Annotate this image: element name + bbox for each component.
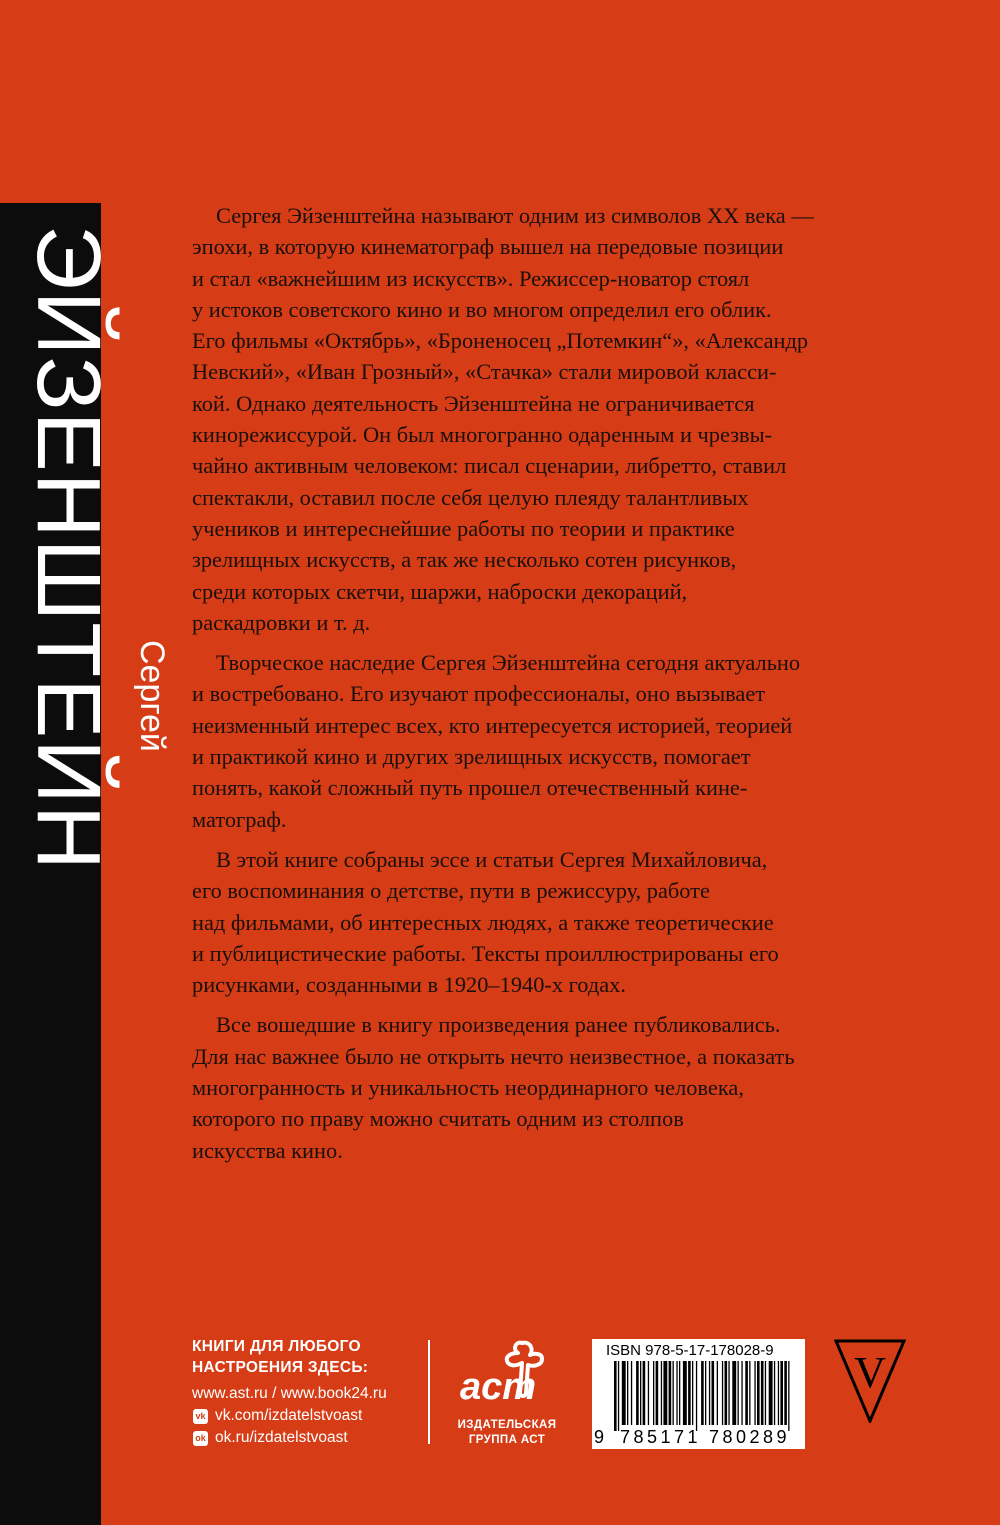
barcode-bar	[696, 1361, 697, 1431]
barcode-bar	[622, 1361, 626, 1425]
promo-websites[interactable]: www.ast.ru / www.book24.ru	[192, 1385, 387, 1402]
barcode-bar	[788, 1361, 789, 1431]
annotation-line: зрелищных искусств, а так же несколько сотен рисунков,	[192, 547, 737, 573]
barcode-bar	[725, 1361, 728, 1425]
ean-left-group: 785171	[620, 1427, 702, 1447]
barcode-bar	[732, 1361, 736, 1425]
publisher-caption-1: ИЗДАТЕЛЬСКАЯ	[457, 1419, 557, 1431]
annotation-line: кой. Однако деятельность Эйзенштейна не ограничивается	[192, 390, 755, 416]
promo-ok-link[interactable]: ok.ru/izdatelstvoast	[215, 1429, 348, 1446]
barcode-bar	[683, 1361, 687, 1425]
annotation-line: и публицистические работы. Тексты проиллюстрированы его	[192, 940, 779, 966]
barcode-box	[592, 1339, 805, 1449]
annotation-line: и стал «важнейшим из искусств». Режиссер-новатор стоял	[192, 265, 750, 291]
v-triangle-icon	[834, 1339, 906, 1423]
annotation-line: искусства кино.	[192, 1137, 343, 1163]
annotation-line: Все вошедшие в книгу произведения ранее публиковались.	[216, 1012, 781, 1038]
barcode-bar	[618, 1361, 619, 1431]
barcode-bar	[745, 1361, 748, 1425]
annotation-paragraph	[192, 844, 908, 1000]
barcode-bar	[761, 1361, 764, 1425]
annotation-paragraph	[192, 200, 908, 638]
barcode-bar	[765, 1361, 766, 1425]
vk-icon: vk	[193, 1409, 208, 1424]
spine-surname: ЭЙЗЕНШТЕЙН	[18, 225, 118, 871]
barcode-bar	[669, 1361, 672, 1425]
annotation-line: Его фильмы «Октябрь», «Броненосец „Потемкин“», «Александр	[192, 328, 809, 354]
publisher-logo-block	[446, 1335, 568, 1448]
annotation-line: многогранность и уникальность неординарного человека,	[192, 1075, 744, 1101]
barcode-bar	[757, 1361, 760, 1425]
annotation-text	[192, 200, 908, 1175]
annotation-line: учеников и интереснейшие работы по теории и практике	[192, 515, 735, 541]
publisher-caption-2: ГРУППА АСТ	[468, 1434, 546, 1446]
barcode-bar	[774, 1361, 775, 1425]
barcode-bar	[631, 1361, 632, 1425]
v-letter: V	[854, 1348, 886, 1397]
promo-vk-row[interactable]	[192, 1405, 432, 1427]
ean-barcode	[602, 1361, 796, 1431]
barcode-bar	[780, 1361, 783, 1425]
annotation-line: раскадровки и т. д.	[192, 609, 371, 635]
barcode-bar	[754, 1361, 755, 1425]
barcode-bar	[648, 1361, 649, 1425]
barcode-bar	[717, 1361, 718, 1425]
ast-logo-text: аст	[460, 1366, 537, 1408]
barcode-bar	[640, 1361, 641, 1425]
barcode-bar	[728, 1361, 729, 1425]
annotation-line: над фильмами, об интересных людях, а также теоретические	[192, 909, 774, 935]
annotation-line: эпохи, в которую кинематограф вышел на передовые позиции	[192, 234, 784, 260]
annotation-line: и практикой кино и других зрелищных искусств, помогает	[192, 744, 751, 770]
barcode-bar	[663, 1361, 667, 1425]
barcode-bar	[709, 1361, 710, 1425]
barcode-bar	[688, 1361, 691, 1425]
annotation-line: у истоков советского кино и во многом определил его облик.	[192, 296, 772, 322]
annotation-line: матограф.	[192, 806, 287, 832]
barcode-bar	[749, 1361, 750, 1425]
annotation-line: Невский», «Иван Грозный», «Стачка» стали мировой класси-	[192, 359, 777, 385]
barcode-bar	[627, 1361, 628, 1425]
annotation-line: его воспоминания о детстве, пути в режиссуру, работе	[192, 878, 710, 904]
barcode-bar	[679, 1361, 680, 1425]
annotation-line: которого по праву можно считать одним из столпов	[192, 1106, 684, 1132]
barcode-bar	[676, 1361, 677, 1425]
annotation-line: Сергея Эйзенштейна называют одним из символов XX века —	[216, 203, 814, 228]
barcode-bar	[656, 1361, 659, 1425]
ean-right-group: 780289	[709, 1427, 791, 1447]
barcode-bar	[614, 1361, 617, 1431]
barcode-bar	[769, 1361, 773, 1425]
annotation-line: кинорежиссурой. Он был многогранно одаренным и чрезвы-	[192, 422, 773, 448]
ean-first-digit: 9	[594, 1427, 605, 1447]
barcode-bar	[643, 1361, 646, 1425]
barcode-bar	[661, 1361, 662, 1425]
barcode-bar	[722, 1361, 723, 1425]
barcode-bar	[738, 1361, 739, 1425]
barcode-bar	[636, 1361, 639, 1425]
annotation-line: Творческое наследие Сергея Эйзенштейна сегодня актуально	[216, 650, 801, 676]
isbn-number: ISBN 978-5-17-178028-9	[606, 1342, 774, 1359]
promo-ok-row[interactable]	[192, 1427, 432, 1449]
annotation-paragraph	[192, 647, 908, 835]
promo-heading-1: КНИГИ ДЛЯ ЛЮБОГО	[192, 1338, 361, 1355]
barcode-bar	[673, 1361, 674, 1425]
barcode-bar	[705, 1361, 706, 1425]
annotation-line: В этой книге собраны эссе и статьи Сергея Михайловича,	[216, 846, 768, 872]
promo-divider	[428, 1340, 430, 1444]
promo-vk-link[interactable]: vk.com/izdatelstvoast	[215, 1407, 363, 1424]
promo-block	[192, 1336, 432, 1449]
annotation-line: Для нас важнее было не открыть нечто неизвестное, а показать	[192, 1043, 795, 1069]
annotation-line: среди которых скетчи, шаржи, наброски декораций,	[192, 578, 688, 604]
barcode-bar	[741, 1361, 742, 1425]
annotation-line: и востребовано. Его изучают профессионалы, оно вызывает	[192, 681, 766, 707]
annotation-line: чайно активным человеком: писал сценарии, либретто, ставил	[192, 453, 787, 479]
barcode-bar	[778, 1361, 779, 1425]
ok-icon: ok	[193, 1431, 208, 1446]
annotation-paragraph	[192, 1009, 908, 1165]
ast-logo	[446, 1335, 568, 1409]
barcode-bar	[712, 1361, 715, 1425]
barcode-bar	[784, 1361, 787, 1425]
annotation-line: понять, какой сложный путь прошел отечественный кине-	[192, 775, 748, 801]
spine-first-name: Сергей	[133, 640, 171, 752]
promo-heading-2: НАСТРОЕНИЯ ЗДЕСЬ:	[192, 1359, 369, 1376]
barcode-bar	[701, 1361, 704, 1425]
barcode-bar	[692, 1361, 693, 1425]
barcode-bar	[653, 1361, 654, 1425]
annotation-line: рисунками, созданными в 1920–1940-х годах.	[192, 972, 626, 998]
annotation-line: неизменный интерес всех, кто интересуется историей, теорией	[192, 712, 793, 738]
annotation-line: спектакли, оставил после себя целую плеяду талантливых	[192, 484, 749, 510]
